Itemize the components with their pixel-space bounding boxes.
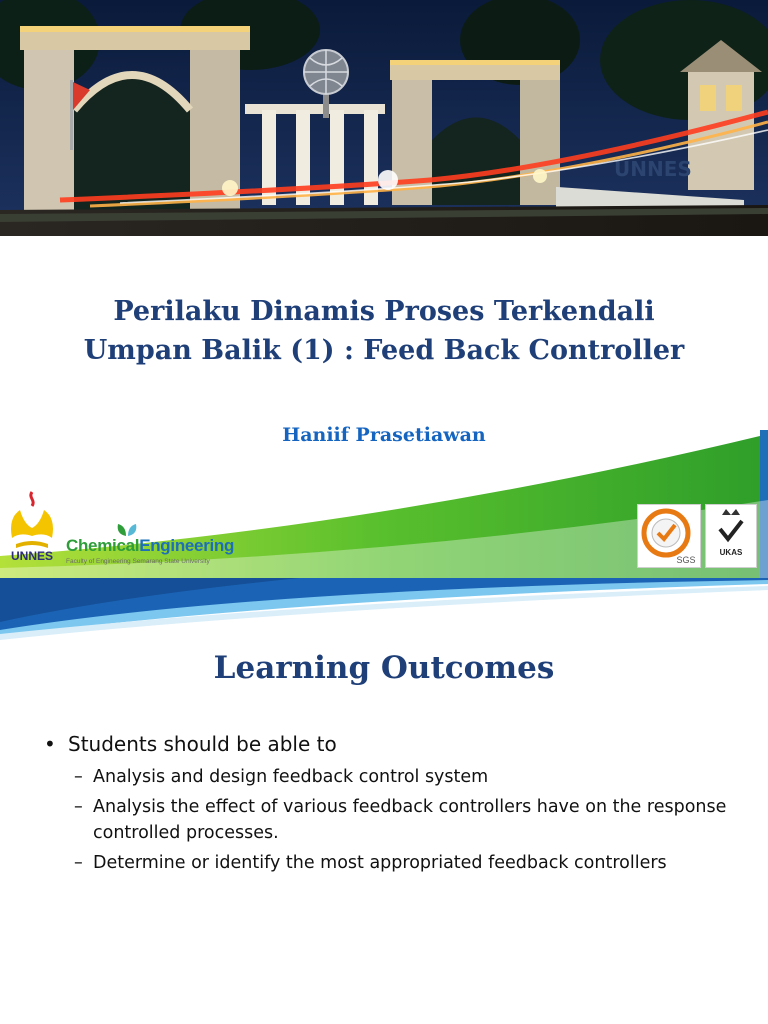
- unnes-logo-text: UNNES: [10, 549, 54, 563]
- sgs-text: SGS: [676, 555, 696, 565]
- sgs-certification-badge: [637, 504, 701, 568]
- ukas-certification-badge: [705, 504, 757, 568]
- slide-heading: Learning Outcomes: [213, 650, 555, 686]
- dash-marker: –: [74, 853, 83, 873]
- campus-gate-photo: [0, 0, 768, 236]
- unnes-logo: [4, 488, 60, 568]
- gate-sign-text: UNNES: [614, 157, 692, 181]
- sgs-badge-icon: [638, 505, 700, 567]
- ukas-text: UKAS: [719, 548, 743, 557]
- chem-logo-word2: Engineering: [139, 536, 235, 555]
- sub-list-item: [44, 764, 744, 790]
- unnes-emblem-icon: [4, 488, 60, 568]
- sub-list-item: [44, 794, 744, 846]
- chem-logo-word1: Chemical: [66, 536, 140, 555]
- slide-title-line1: Perilaku Dinamis Proses Terkendali: [113, 296, 655, 327]
- slide-title: [0, 292, 768, 370]
- bullet-text: Students should be able to: [68, 732, 337, 756]
- dash-marker: –: [74, 767, 83, 787]
- chem-logo-wordmark: [66, 536, 234, 556]
- sub-item-text: Analysis the effect of various feedback controllers have on the response controlled processes.: [93, 797, 727, 843]
- slide-title-line2: Umpan Balik (1) : Feed Back Controller: [83, 335, 685, 366]
- dash-marker: –: [74, 797, 83, 817]
- ukas-crown-check-icon: [706, 505, 756, 567]
- chem-logo-subtitle: Faculty of Engineering Semarang State University: [66, 558, 210, 565]
- learning-outcomes-slide: [0, 578, 768, 1024]
- bullet-marker: •: [44, 732, 56, 756]
- author-name: Haniif Prasetiawan: [282, 424, 486, 446]
- sub-item-text: Determine or identify the most appropriated feedback controllers: [93, 853, 667, 873]
- chemical-engineering-logo: [66, 526, 235, 572]
- outcomes-list: [44, 730, 744, 880]
- list-item: [44, 730, 744, 758]
- sub-list-item: [44, 850, 744, 876]
- sub-item-text: Analysis and design feedback control system: [93, 767, 489, 787]
